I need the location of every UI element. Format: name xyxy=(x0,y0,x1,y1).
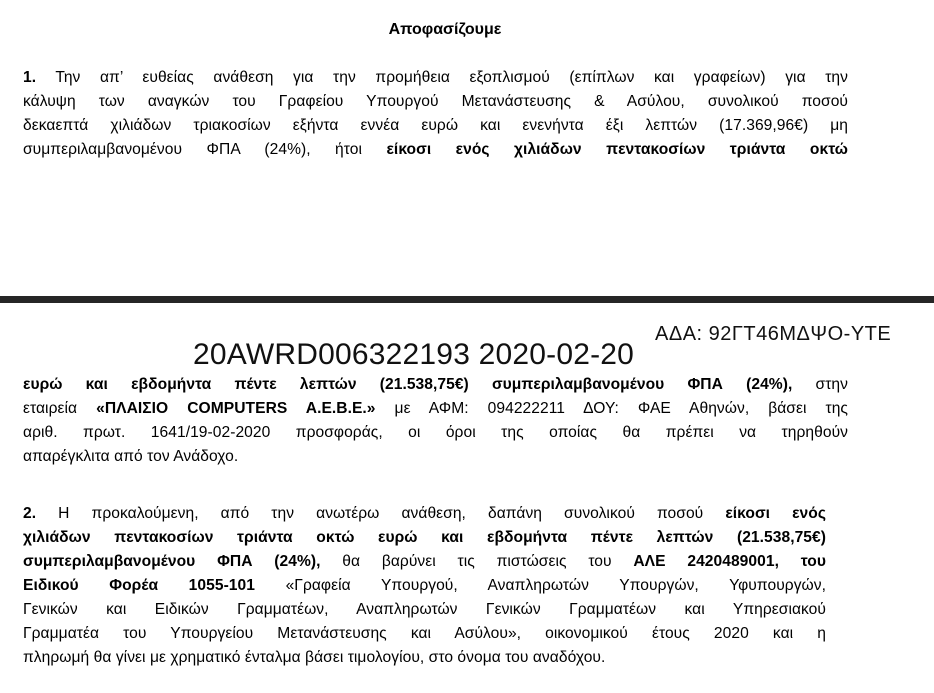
p1-line-4 xyxy=(23,138,848,162)
p1-line-3: δεκαεπτά χιλιάδων τριακοσίων εξήντα εννέα ευρώ και ενενήντα έξι λεπτών (17.369,96€) μη xyxy=(23,117,848,134)
p2-line-2 xyxy=(23,526,826,550)
p1-line-4-text: συμπεριλαμβανομένου ΦΠΑ (24%), ήτοι xyxy=(23,141,363,158)
p1c-line-1 xyxy=(23,373,848,397)
paragraph-1 xyxy=(23,66,848,162)
p2-line-3 xyxy=(23,550,826,574)
p1-line-1 xyxy=(23,66,848,90)
p2-line-7: πληρωμή θα γίνει με χρηματικό ένταλμα βάσει τιμολογίου, στο όνομα του αναδόχου. xyxy=(23,649,606,666)
p1c-line-2-text-a: εταιρεία xyxy=(23,400,78,417)
document-code-stamp: 20AWRD006322193 2020-02-20 xyxy=(193,338,635,371)
p2-line-4 xyxy=(23,574,826,598)
paragraph-1-continued xyxy=(23,373,848,469)
p2-number: 2. xyxy=(23,505,37,522)
p1c-amount-words: ευρώ και εβδομήντα πέντε λεπτών (21.538,75€) συμπεριλαμβανομένου ΦΠΑ (24%), xyxy=(23,376,793,393)
p2-vat-note: συμπεριλαμβανομένου ΦΠΑ (24%), xyxy=(23,553,321,570)
p2-line-4-text: «Γραφεία Υπουργού, Αναπληρωτών Υπουργών, Υφυπουργών, xyxy=(285,577,826,594)
p2-line-3-text: θα βαρύνει τις πιστώσεις του xyxy=(342,553,612,570)
ada-stamp: ΑΔΑ: 92ΓΤ46ΜΔΨΟ-ΥΤΕ xyxy=(655,323,892,345)
p1c-line-2-text-c: με ΑΦΜ: 094222211 ΔΟΥ: ΦΑΕ Αθηνών, βάσει της xyxy=(394,400,848,417)
p2-special-body: Ειδικού Φορέα 1055-101 xyxy=(23,577,255,594)
page-divider xyxy=(0,296,934,303)
p2-budget-code: ΑΛΕ 2420489001, του xyxy=(633,553,826,570)
p1-number: 1. xyxy=(23,69,37,86)
p2-line-6: Γραμματέα του Υπουργείου Μετανάστευσης και Ασύλου», οικονομικού έτους 2020 και η xyxy=(23,625,826,642)
p2-line-5: Γενικών και Ειδικών Γραμματέων, Αναπληρωτών Γενικών Γραμματέων και Υπηρεσιακού xyxy=(23,601,826,618)
p1c-line-3: αριθ. πρωτ. 1641/19-02-2020 προσφοράς, οι όροι της οποίας θα πρέπει να τηρηθούν xyxy=(23,424,848,441)
p2-amount-words-a: είκοσι ενός xyxy=(725,505,826,522)
paragraph-2 xyxy=(23,502,826,670)
p2-line-1-text: Η προκαλούμενη, από την ανωτέρω ανάθεση, δαπάνη συνολικού ποσού xyxy=(58,505,704,522)
p1-amount-words: είκοσι ενός χιλιάδων πεντακοσίων τριάντα οκτώ xyxy=(386,141,848,158)
p1c-line-2 xyxy=(23,397,848,421)
company-name: «ΠΛΑΙΣΙΟ COMPUTERS A.E.B.E.» xyxy=(96,400,376,417)
p1c-line-1-text: στην xyxy=(815,376,848,393)
p1-line-1-text: Την απ’ ευθείας ανάθεση για την προμήθεια εξοπλισμού (επίπλων και γραφείων) για την xyxy=(55,69,848,86)
p2-line-1 xyxy=(23,502,826,526)
p1-line-2: κάλυψη των αναγκών του Γραφείου Υπουργού Μετανάστευσης & Ασύλου, συνολικού ποσού xyxy=(23,93,848,110)
p2-amount-words-b: χιλιάδων πεντακοσίων τριάντα οκτώ ευρώ και εβδομήντα πέντε λεπτών (21.538,75€) xyxy=(23,529,826,546)
decision-heading: Αποφασίζουμε xyxy=(388,21,502,38)
p1c-line-4: απαρέγκλιτα από τον Ανάδοχο. xyxy=(23,448,239,465)
